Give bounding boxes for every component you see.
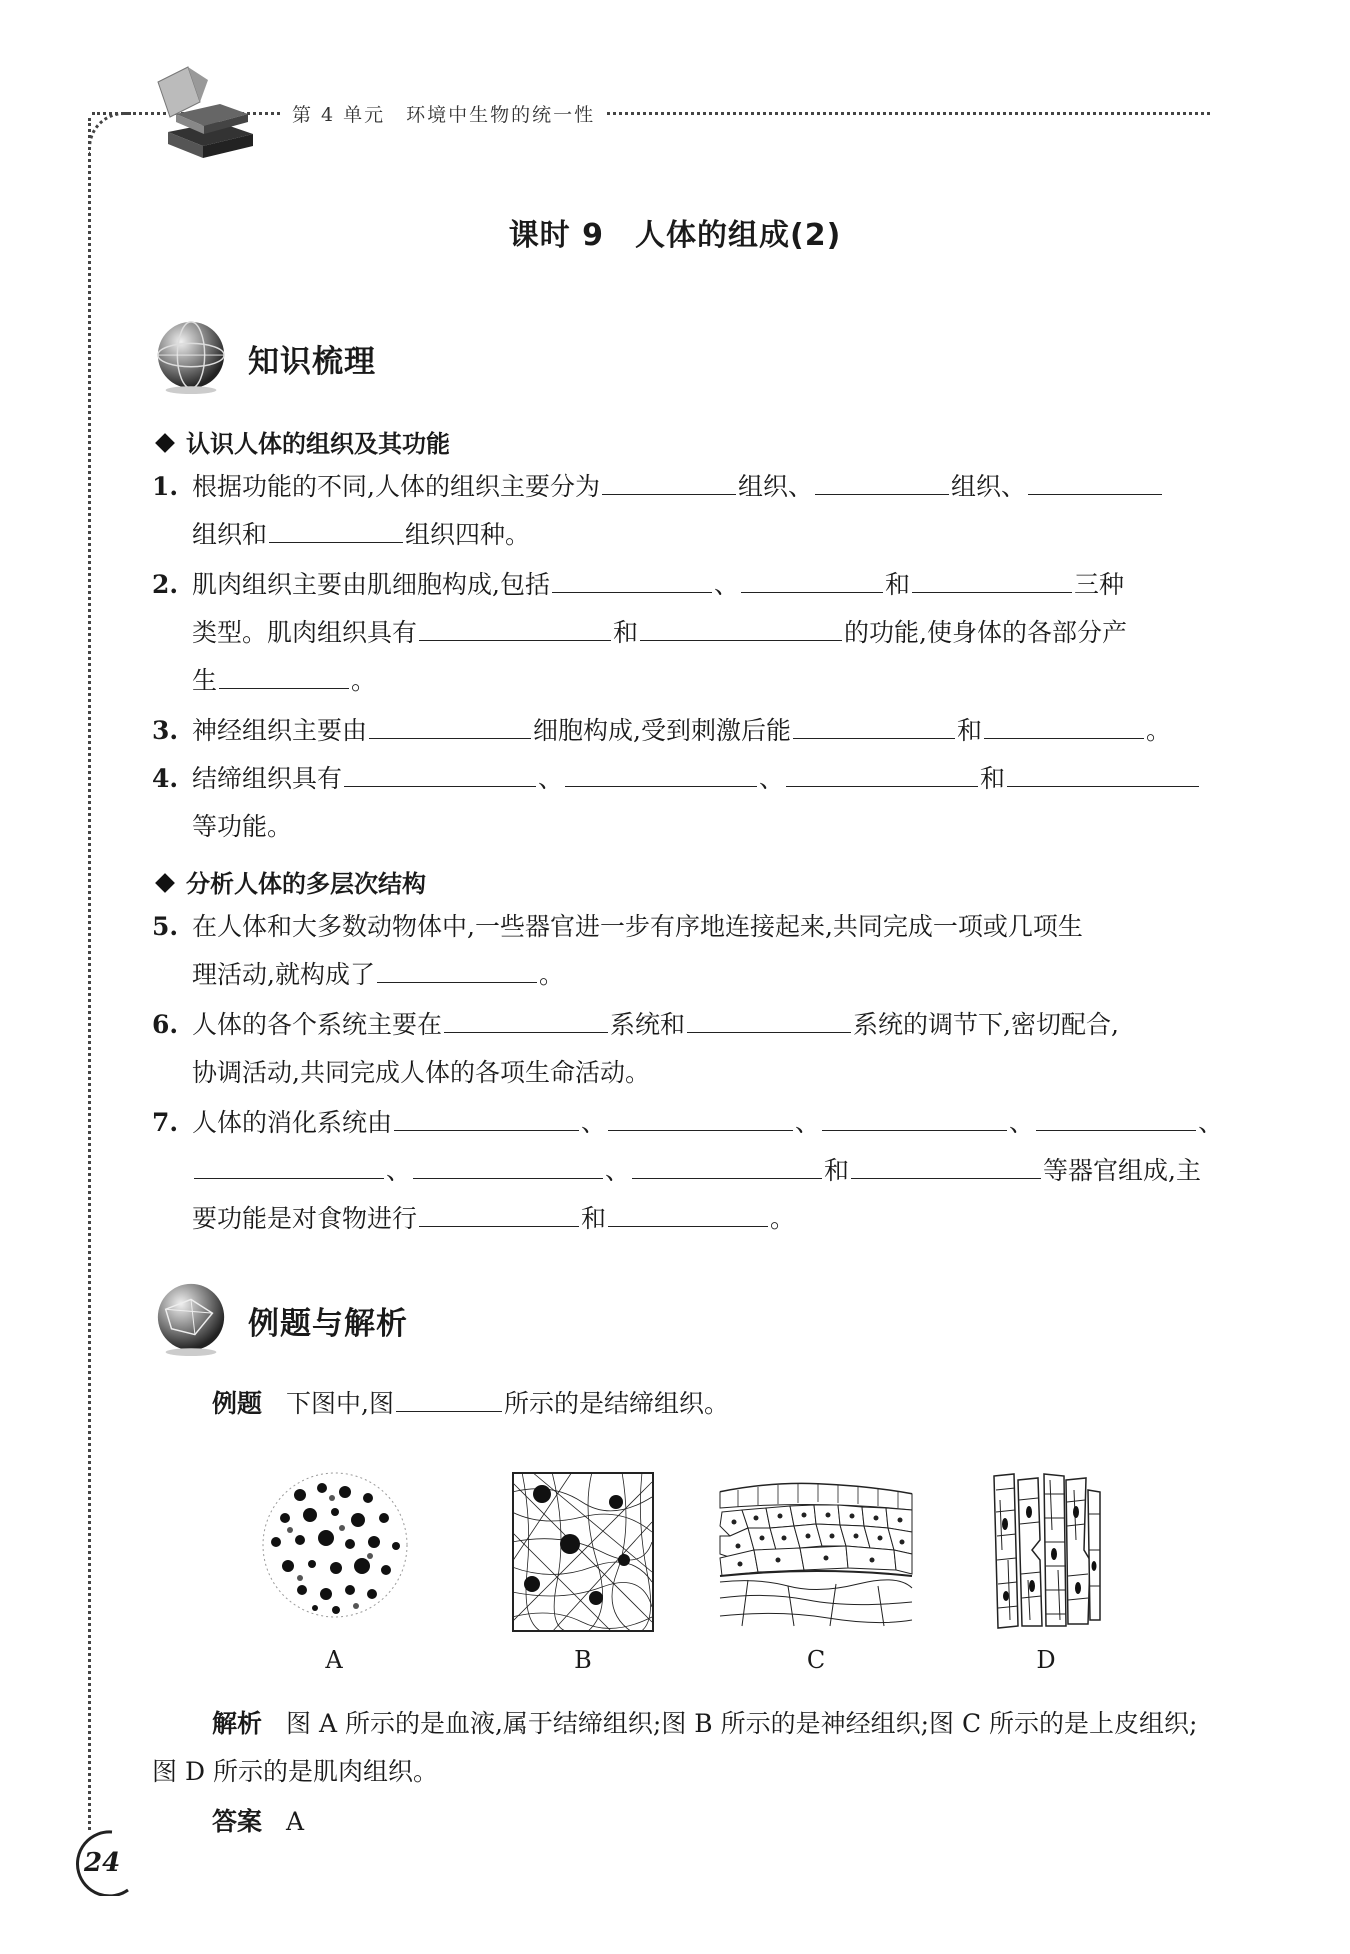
- fill-blank[interactable]: [377, 958, 537, 983]
- fill-blank[interactable]: [1007, 762, 1199, 787]
- figure-label-c: C: [806, 1646, 826, 1674]
- fill-blank[interactable]: [984, 714, 1144, 739]
- fill-blank[interactable]: [369, 714, 531, 739]
- subhead-structure: 分析人体的多层次结构: [158, 864, 426, 899]
- fill-blank[interactable]: [851, 1154, 1041, 1179]
- fill-blank[interactable]: [608, 1106, 793, 1131]
- fill-blank[interactable]: [552, 568, 712, 593]
- fill-blank[interactable]: [793, 714, 955, 739]
- fill-blank[interactable]: [269, 518, 403, 543]
- question-7-cont: 、 、 和 等器官组成,主: [192, 1154, 1252, 1188]
- question-5: 5. 在人体和大多数动物体中,一些器官进一步有序地连接起来,共同完成一项或几项生: [152, 912, 1083, 941]
- fill-blank[interactable]: [640, 616, 842, 641]
- question-6: 6. 人体的各个系统主要在 系统和 系统的调节下,密切配合,: [152, 1010, 1119, 1039]
- header-dotted-rule: [92, 112, 1210, 115]
- analysis-paragraph: 解析 图 A 所示的是血液,属于结缔组织;图 B 所示的是神经组织;图 C 所示的是上皮组织;图 D 所示的是肌肉组织。: [152, 1709, 1198, 1786]
- answer-value: A: [286, 1807, 305, 1836]
- diamond-bullet-icon: [155, 433, 175, 453]
- question-1-cont: 组织和 组织四种。: [192, 520, 531, 549]
- globe-icon: [152, 1280, 230, 1358]
- question-2: 2. 肌肉组织主要由肌细胞构成,包括 、 和 三种: [152, 570, 1124, 599]
- fill-blank[interactable]: [786, 762, 978, 787]
- question-7: 7. 人体的消化系统由 、 、 、 、: [152, 1108, 1224, 1137]
- fill-blank[interactable]: [344, 762, 536, 787]
- question-7-cont2: 要功能是对食物进行 和 。: [192, 1204, 796, 1233]
- example-question: 例题 下图中,图 所示的是结缔组织。: [212, 1389, 729, 1418]
- figure-label-a: A: [325, 1646, 343, 1674]
- page-number: 24: [84, 1848, 121, 1878]
- header-unit-text: 第 4 单元 环境中生物的统一性: [282, 100, 605, 127]
- section-example-label: 例题与解析: [248, 1306, 408, 1342]
- figure-label-b: B: [574, 1646, 592, 1674]
- fill-blank[interactable]: [394, 1106, 579, 1131]
- page-title: 课时 9 人体的组成(2): [508, 218, 842, 253]
- question-5-cont: 理活动,就构成了 。: [192, 960, 564, 989]
- answer-line: 答案 A: [212, 1807, 305, 1836]
- fill-blank[interactable]: [194, 1154, 384, 1179]
- fill-blank[interactable]: [741, 568, 883, 593]
- question-1: 1. 根据功能的不同,人体的组织主要分为 组织、 组织、: [152, 470, 1212, 504]
- figure-label-d: D: [1036, 1646, 1056, 1674]
- figure-a-blood: [260, 1470, 410, 1620]
- figure-c-epithelial-tissue: [718, 1470, 914, 1630]
- question-4: 4. 结缔组织具有 、 、 和: [152, 762, 1212, 796]
- fill-blank[interactable]: [822, 1106, 1007, 1131]
- fill-blank[interactable]: [912, 568, 1072, 593]
- question-2-cont2: 生 。: [192, 666, 377, 695]
- fill-blank[interactable]: [219, 664, 349, 689]
- question-2-cont: 类型。肌肉组织具有 和 的功能,使身体的各部分产: [192, 618, 1127, 647]
- fill-blank[interactable]: [413, 1154, 603, 1179]
- fill-blank[interactable]: [602, 470, 736, 495]
- globe-icon: [152, 318, 230, 396]
- fill-blank[interactable]: [608, 1202, 768, 1227]
- figure-d-muscle-tissue: [988, 1470, 1104, 1630]
- fill-blank[interactable]: [396, 1387, 502, 1412]
- section-example-heading: [152, 1280, 552, 1360]
- fill-blank[interactable]: [419, 1202, 579, 1227]
- fill-blank[interactable]: [444, 1008, 608, 1033]
- fill-blank[interactable]: [815, 470, 949, 495]
- left-dotted-border: [88, 118, 91, 1830]
- fill-blank[interactable]: [419, 616, 611, 641]
- fill-blank[interactable]: [687, 1008, 851, 1033]
- question-3: 3. 神经组织主要由 细胞构成,受到刺激后能 和 。: [152, 716, 1171, 745]
- header-corner-border: [88, 112, 131, 155]
- section-knowledge-heading: [152, 318, 552, 398]
- subhead-tissues: 认识人体的组织及其功能: [158, 424, 450, 459]
- question-6-cont: 协调活动,共同完成人体的各项生命活动。: [192, 1058, 650, 1087]
- fill-blank[interactable]: [1036, 1106, 1196, 1131]
- question-4-cont: 等功能。: [192, 812, 293, 841]
- fill-blank[interactable]: [1028, 470, 1162, 495]
- books-logo-icon: [148, 62, 258, 162]
- section-knowledge-label: 知识梳理: [248, 344, 376, 380]
- figure-b-neural-tissue: [512, 1472, 654, 1632]
- fill-blank[interactable]: [632, 1154, 822, 1179]
- diamond-bullet-icon: [155, 873, 175, 893]
- fill-blank[interactable]: [565, 762, 757, 787]
